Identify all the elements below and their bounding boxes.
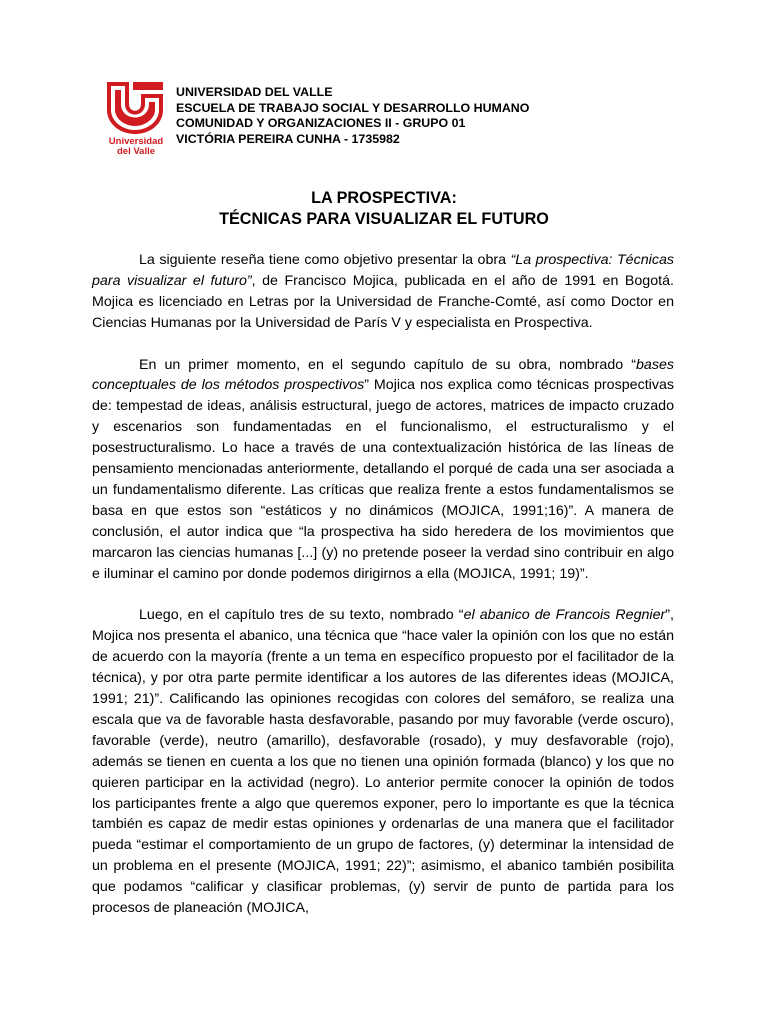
paragraph-2-text-c: ” Mojica nos explica como técnicas prospectivas de: tempestad de ideas, análisis estructural, juego de actores, matrices de impacto cruzado y escenarios son fundamentadas en el funcionalismo, el estructuralismo y el posestructuralismo. Lo hace a través de una contextualización histórica de las líneas de pensamiento mencionadas anteriormente, detallando el porqué de cada una ser asociada a un fundamentalismo diferente. Las críticas que realiza frente a estos fundamentalismos se basa en que estos son “estáticos y no dinámicos (MOJICA, 1991;16)”. A manera de conclusión, el autor indica que “la prospectiva ha sido heredera de los movimientos que marcaron las ciencias humanas [...] (y) no pretende poseer la verdad sino contribuir en algo e iluminar el camino por donde podemos dirigirnos a ella (MOJICA, 1991; 19)”. [92, 377, 674, 582]
logo-text-line1: Universidad [108, 136, 164, 147]
document-title [0, 188, 768, 230]
paragraph-2-chapter-title: bases conceptuales de los métodos prospectivos [92, 356, 674, 394]
paragraph-2-text-a: En un primer momento, en el segundo capítulo de su obra, nombrado “ [139, 356, 636, 373]
paragraph-3-text-a: Luego, en el capítulo tres de su texto, nombrado “ [139, 607, 464, 624]
header-student: VICTÓRIA PEREIRA CUNHA - 1735982 [176, 131, 400, 146]
logo-text-line2: del Valle [116, 146, 156, 157]
title-line2: TÉCNICAS PARA VISUALIZAR EL FUTURO [219, 210, 549, 228]
title-line1: LA PROSPECTIVA: [311, 189, 457, 207]
logo-wordmark [105, 137, 167, 157]
document-body [92, 250, 674, 940]
logo-emblem-icon [105, 80, 165, 136]
paragraph-1 [92, 250, 674, 334]
paragraph-3 [92, 605, 674, 919]
paragraph-1-work-title: “La prospectiva: Técnicas para visualizar el futuro” [92, 252, 674, 289]
header-university: UNIVERSIDAD DEL VALLE [176, 85, 333, 99]
university-logo [105, 80, 165, 158]
paragraph-1-text-c: , de Francisco Mojica, publicada en el año de 1991 en Bogotá. Mojica es licenciado en Letras por la Universidad de Franche-Comté, así como Doctor en Ciencias Humanas por la Universidad de París V y especialista en Prospectiva. [92, 272, 674, 331]
paragraph-1-text-a: La siguiente reseña tiene como objetivo presentar la obra [139, 252, 511, 268]
paragraph-3-chapter-title: el abanico de Francois Regnier [463, 607, 666, 624]
paragraph-3-text-c: ”, Mojica nos presenta el abanico, una técnica que “hace valer la opinión con los que no están de acuerdo con la mayoría (frente a un tema en específico propuesto por el facilitador de la técnica), y por otra parte permite identificar a los autores de las diferentes ideas (MOJICA, 1991; 21)”. Calificando las opiniones recogidas con colores del semáforo, se realiza una escala que va de favorable hasta desfavorable, pasando por muy favorable (verde oscuro), favorable (verde), neutro (amarillo), desfavorable (rosado), y muy desfavorable (rojo), además se tienen en cuenta a los que no tienen una opinión formada (blanco) y los que no quieren participar en la actividad (negro). Lo anterior permite conocer la opinión de todos los participantes frente a algo que queremos exponer, pero lo importante es que la técnica también es capaz de medir estas opiniones y ordenarlas de una manera que el facilitador pueda “estimar el comportamiento de un grupo de factores, (y) determinar la intensidad de un problema en el presente (MOJICA, 1991; 22)”; asimismo, el abanico también posibilita que podamos “calificar y clasificar problemas, (y) servir de punto de partida para los procesos de planeación (MOJICA, [92, 607, 674, 917]
paragraph-2 [92, 355, 674, 585]
header-course: COMUNIDAD Y ORGANIZACIONES II - GRUPO 01 [176, 116, 466, 130]
document-header [176, 85, 529, 147]
header-school: ESCUELA DE TRABAJO SOCIAL Y DESARROLLO HUMANO [176, 100, 530, 115]
